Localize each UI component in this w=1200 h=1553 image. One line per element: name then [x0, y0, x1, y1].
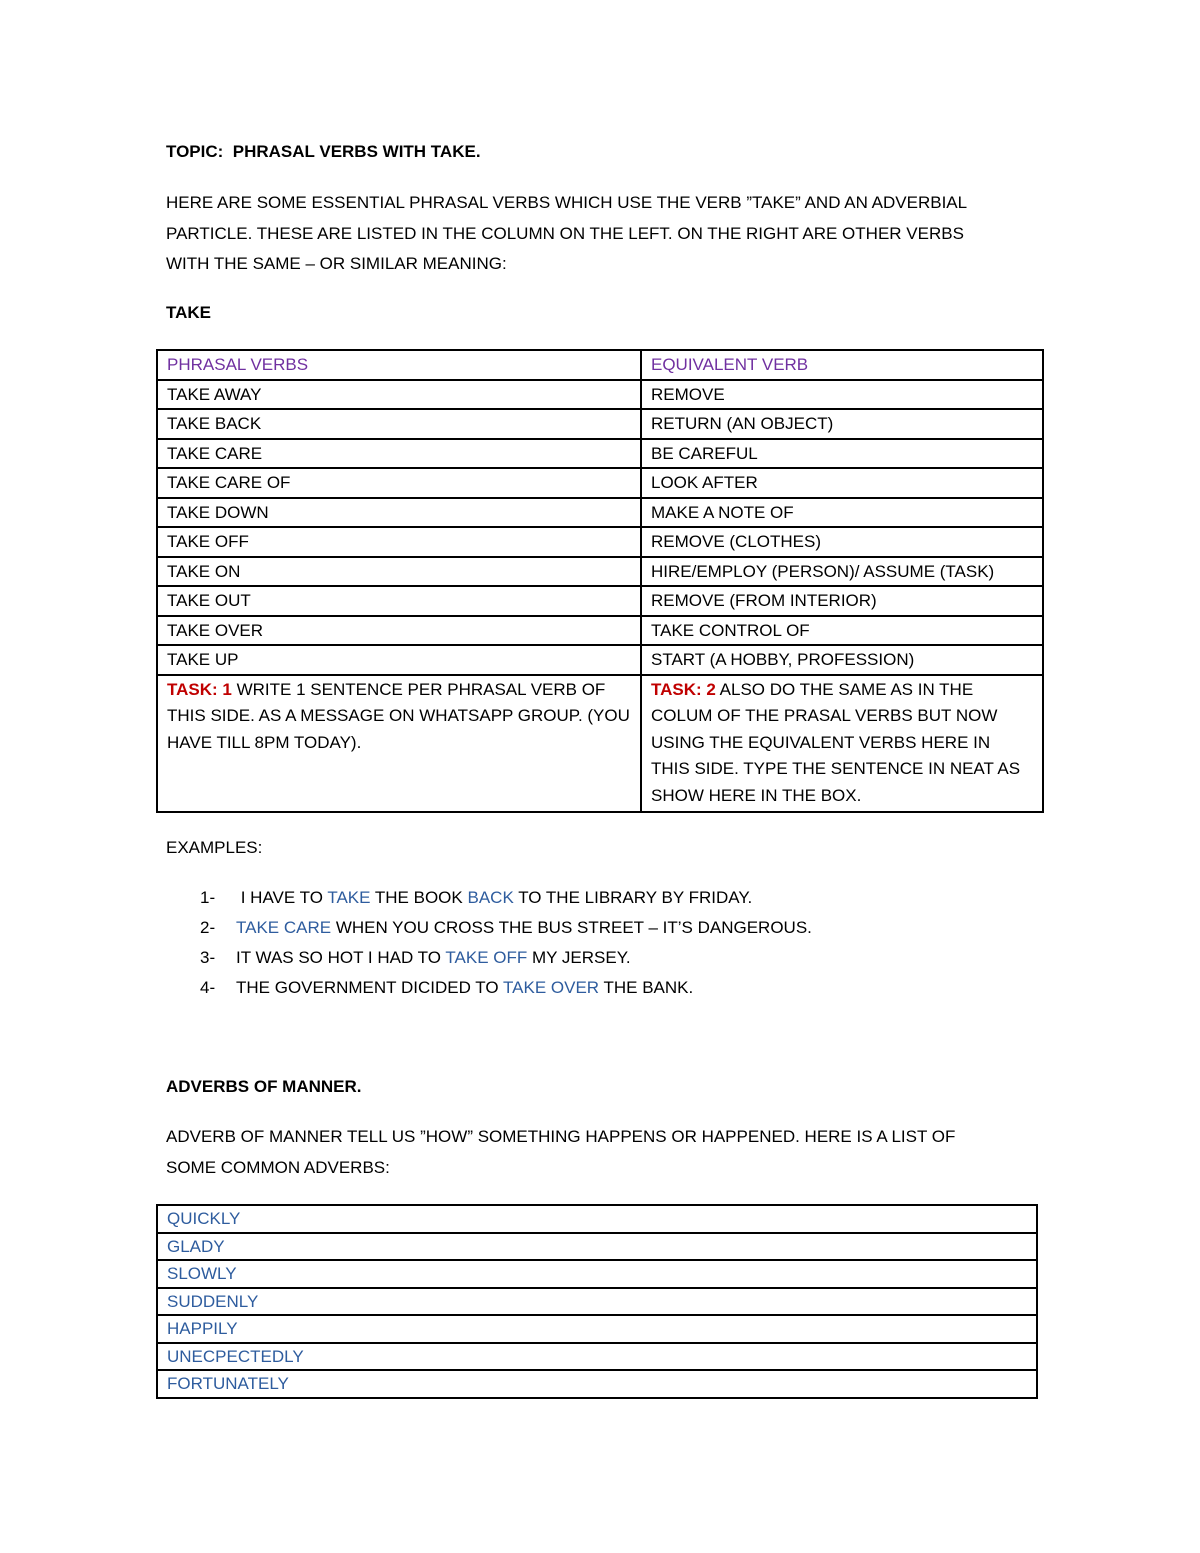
- task-2-cell: [641, 675, 1043, 813]
- adverb-cell: UNECPECTEDLY: [157, 1343, 1037, 1371]
- equivalent-verb-cell: BE CAREFUL: [641, 439, 1043, 469]
- example-verb-highlight: TAKE CARE: [236, 918, 332, 937]
- task-2-label: TASK: 2: [651, 679, 716, 699]
- task-2-text: ALSO DO THE SAME AS IN THE COLUM OF THE PRASAL VERBS BUT NOW USING THE EQUIVALENT VERBS HERE IN THIS SIDE. TYPE THE SENTENCE IN NEAT AS SHOW HERE IN THE BOX.: [651, 679, 1021, 805]
- examples-list: [200, 883, 1080, 1003]
- take-heading: TAKE: [166, 303, 212, 322]
- table-row: [157, 1288, 1037, 1316]
- list-item: [200, 913, 1080, 943]
- adverbs-intro: [166, 1122, 1046, 1183]
- equivalent-verb-cell: LOOK AFTER: [641, 468, 1043, 498]
- table-header-row: [157, 350, 1043, 380]
- phrasal-verb-cell: TAKE AWAY: [157, 380, 641, 410]
- phrasal-verb-cell: TAKE ON: [157, 557, 641, 587]
- task-row: [157, 675, 1043, 813]
- adverbs-intro-line: ADVERB OF MANNER TELL US ”HOW” SOMETHING HAPPENS OR HAPPENED. HERE IS A LIST OF: [166, 1127, 956, 1146]
- adverbs-heading: ADVERBS OF MANNER.: [166, 1077, 362, 1096]
- header-phrasal-verbs: PHRASAL VERBS: [157, 350, 641, 380]
- equivalent-verb-cell: TAKE CONTROL OF: [641, 616, 1043, 646]
- equivalent-verb-cell: REMOVE: [641, 380, 1043, 410]
- example-text: IT WAS SO HOT I HAD TO: [236, 948, 446, 967]
- intro-paragraph: [166, 188, 1046, 280]
- table-row: [157, 1233, 1037, 1261]
- example-number: 2-: [200, 918, 216, 937]
- intro-line: WITH THE SAME – OR SIMILAR MEANING:: [166, 254, 507, 273]
- examples-heading: EXAMPLES:: [166, 838, 263, 857]
- topic-label: TOPIC:: [166, 142, 224, 161]
- table-row: [157, 1315, 1037, 1343]
- example-text: THE BOOK: [370, 888, 468, 907]
- adverbs-table: [156, 1204, 1038, 1399]
- table-row: [157, 439, 1043, 469]
- table-row: [157, 1370, 1037, 1398]
- adverbs-intro-line: SOME COMMON ADVERBS:: [166, 1157, 390, 1177]
- intro-line: PARTICLE. THESE ARE LISTED IN THE COLUMN ON THE LEFT. ON THE RIGHT ARE OTHER VERBS: [166, 223, 964, 243]
- table-row: [157, 616, 1043, 646]
- table-row: [157, 380, 1043, 410]
- intro-line: HERE ARE SOME ESSENTIAL PHRASAL VERBS WHICH USE THE VERB ”TAKE” AND AN ADVERBIAL: [166, 193, 968, 212]
- table-row: [157, 527, 1043, 557]
- phrasal-verb-cell: TAKE CARE OF: [157, 468, 641, 498]
- phrasal-verb-cell: TAKE OFF: [157, 527, 641, 557]
- header-equivalent-verb: EQUIVALENT VERB: [641, 350, 1043, 380]
- table-row: [157, 498, 1043, 528]
- task-1-label: TASK: 1: [167, 679, 232, 699]
- equivalent-verb-cell: REMOVE (CLOTHES): [641, 527, 1043, 557]
- table-row: [157, 557, 1043, 587]
- example-number: 4-: [200, 978, 216, 997]
- phrasal-verb-cell: TAKE DOWN: [157, 498, 641, 528]
- table-row: [157, 645, 1043, 675]
- phrasal-verb-cell: TAKE OVER: [157, 616, 641, 646]
- phrasal-verb-cell: TAKE BACK: [157, 409, 641, 439]
- equivalent-verb-cell: START (A HOBBY, PROFESSION): [641, 645, 1043, 675]
- phrasal-verbs-table: [156, 349, 1044, 813]
- example-text: THE BANK.: [599, 978, 694, 997]
- phrasal-verb-cell: TAKE CARE: [157, 439, 641, 469]
- table-row: [157, 409, 1043, 439]
- task-1-text: WRITE 1 SENTENCE PER PHRASAL VERB OF THIS SIDE. AS A MESSAGE ON WHATSAPP GROUP. (YOU HAVE TILL 8PM TODAY).: [167, 679, 630, 752]
- example-text: TO THE LIBRARY BY FRIDAY.: [513, 888, 753, 907]
- adverb-cell: FORTUNATELY: [157, 1370, 1037, 1398]
- list-item: [200, 883, 1080, 913]
- list-item: [200, 973, 1080, 1003]
- example-text: I HAVE TO: [236, 888, 328, 907]
- equivalent-verb-cell: REMOVE (FROM INTERIOR): [641, 586, 1043, 616]
- table-row: [157, 1205, 1037, 1233]
- adverb-cell: GLADY: [157, 1233, 1037, 1261]
- table-row: [157, 468, 1043, 498]
- adverb-cell: HAPPILY: [157, 1315, 1037, 1343]
- equivalent-verb-cell: MAKE A NOTE OF: [641, 498, 1043, 528]
- example-verb-highlight: TAKE: [327, 888, 371, 907]
- example-verb-highlight: TAKE OFF: [445, 948, 528, 967]
- equivalent-verb-cell: HIRE/EMPLOY (PERSON)/ ASSUME (TASK): [641, 557, 1043, 587]
- example-particle-highlight: BACK: [467, 888, 514, 907]
- table-row: [157, 1260, 1037, 1288]
- adverb-cell: SUDDENLY: [157, 1288, 1037, 1316]
- topic-title: PHRASAL VERBS WITH TAKE.: [232, 142, 481, 161]
- example-text: THE GOVERNMENT DICIDED TO: [236, 978, 504, 997]
- example-number: 1-: [200, 888, 216, 907]
- example-text: WHEN YOU CROSS THE BUS STREET – IT’S DANGEROUS.: [331, 918, 812, 937]
- adverb-cell: SLOWLY: [157, 1260, 1037, 1288]
- example-number: 3-: [200, 948, 216, 967]
- table-row: [157, 586, 1043, 616]
- table-row: [157, 1343, 1037, 1371]
- phrasal-verb-cell: TAKE OUT: [157, 586, 641, 616]
- equivalent-verb-cell: RETURN (AN OBJECT): [641, 409, 1043, 439]
- example-text: MY JERSEY.: [527, 948, 631, 967]
- task-1-cell: [157, 675, 641, 813]
- topic-heading: [166, 142, 481, 162]
- phrasal-verb-cell: TAKE UP: [157, 645, 641, 675]
- example-verb-highlight: TAKE OVER: [503, 978, 600, 997]
- list-item: [200, 943, 1080, 973]
- adverb-cell: QUICKLY: [157, 1205, 1037, 1233]
